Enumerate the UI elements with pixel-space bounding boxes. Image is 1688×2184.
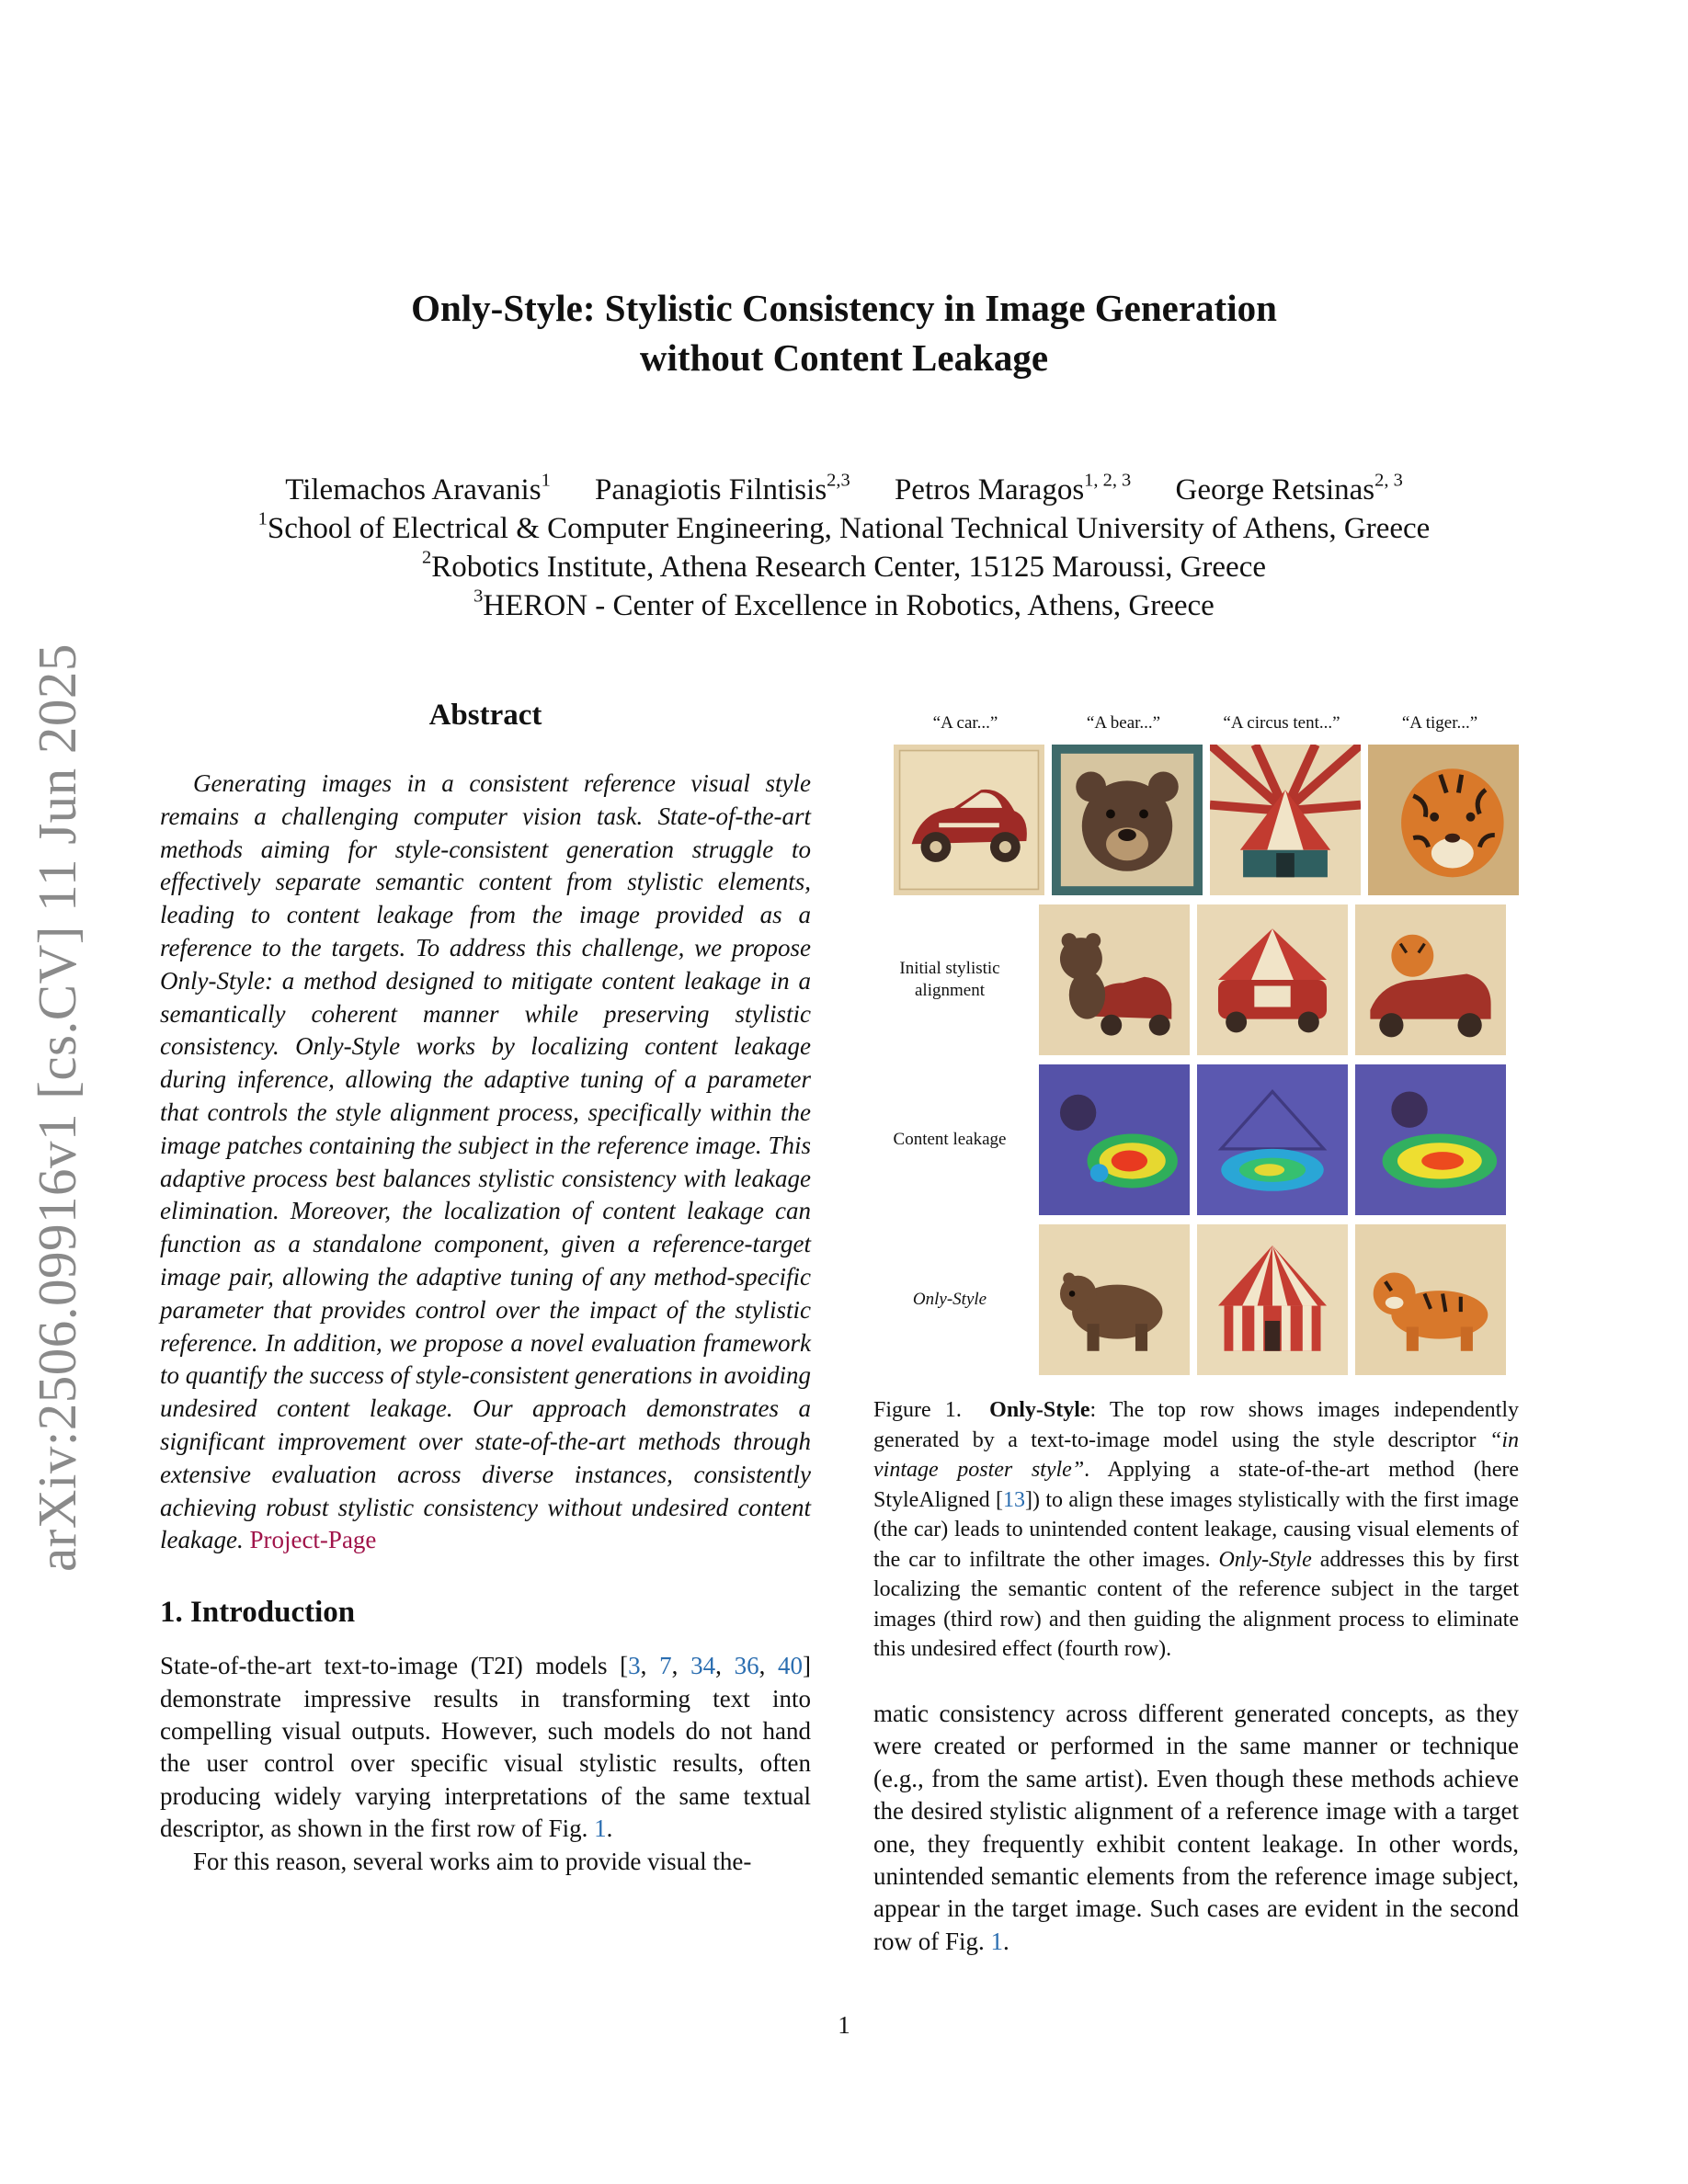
figure-caption: Figure 1. Only-Style: The top row shows images independently generated by a text-to-image model using the style descriptor “in vintage poster style”. Applying a state-of-the-art method (here StyleAligned [13]) to align these images stylistically with the first image (the car) leads to unintended content leakage, causing visual elements of the car to infiltrate the other images. Only-Style addresses this by first localizing the semantic content of the reference subject in the target images (third row) and then guiding the alignment process to eliminate this undesired effect (fourth row). xyxy=(873,1398,1520,1661)
prompt-label: “A tiger...” xyxy=(1401,713,1478,733)
author: Tilemachos Aravanis$^1$ xyxy=(285,470,551,506)
author: George Retsinas$^{2, 3}$ xyxy=(1175,470,1403,506)
affiliation: $^3$HERON - Center of Excellence in Robotics, Athens, Greece xyxy=(473,586,1215,622)
row-label: Content leakage xyxy=(893,1130,1007,1149)
figure-reference-link[interactable]: 1 xyxy=(990,1927,1003,1955)
introduction-paragraph: For this reason, several works aim to provide visual the- xyxy=(193,1847,752,1875)
citation-link[interactable]: 13 xyxy=(1003,1487,1025,1512)
authors-block xyxy=(0,471,1688,625)
affiliation: $^1$School of Electrical & Computer Engineering, National Technical University of Athens, Greece xyxy=(257,508,1431,545)
introduction-paragraph-continued: matic consistency across different generated concepts, as they were created or performed in the same manner or technique (e.g., from the same artist). Even though these methods achieve the desired stylistic alignment of a reference image with a target one, they frequently exhibit content leakage. In other words, unintended semantic elements from the reference image subject, appear in the target image. Such cases are evident in the second row of Fig. 1. xyxy=(873,1700,1519,1955)
title-line-2: without Content Leakage xyxy=(639,336,1049,379)
figure-row-initial-alignment xyxy=(873,901,1519,1059)
prompt-label: “A circus tent...” xyxy=(1223,713,1340,733)
prompt-row xyxy=(873,713,1519,734)
author: Petros Maragos$^{1, 2, 3}$ xyxy=(894,470,1132,506)
circus-tent-image xyxy=(1210,745,1361,895)
row-label: Only-Style xyxy=(912,1290,987,1309)
paper-title xyxy=(0,283,1688,382)
tiger-leakage-image xyxy=(1355,904,1506,1055)
left-column xyxy=(160,699,811,1878)
row-label: Initial stylistic alignment xyxy=(899,959,1000,1000)
abstract-text: Generating images in a consistent reference visual style remains a challenging computer vision task. State-of-the-art methods aiming for style-consistent generation struggle to effectively separate semantic content from stylistic elements, leading to content leakage from the image provided as a reference to the targets. To address this challenge, we propose Only-Style: a method designed to mitigate content leakage in a semantically coherent manner while preserving stylistic consistency. Only-Style works by localizing content leakage during inference, allowing the adaptive tuning of a parameter that controls the style alignment process, specifically within the image patches containing the subject in the reference image. This adaptive process best balances stylistic consistency with leakage elimination. Moreover, the localization of content leakage can function as a standalone component, given a reference-target image pair, allowing the adaptive tuning of any method-specific parameter that provides control over the impact of the stylistic reference. In addition, we propose a novel evaluation framework to quantify the success of style-consistent generations in avoiding undesired content leakage. Our approach demonstrates a significant improvement over state-of-the-art methods through extensive evaluation across diverse instances, consistently achieving robust stylistic consistency without undesired content leakage. Project-Page xyxy=(160,769,811,1554)
citation-link[interactable]: 34 xyxy=(690,1652,716,1680)
prompt-label: “A car...” xyxy=(932,713,998,733)
bear-image xyxy=(1052,745,1203,895)
car-image xyxy=(894,745,1044,895)
affiliation: $^2$Robotics Institute, Athena Research Center, 15125 Maroussi, Greece xyxy=(422,547,1266,584)
prompt-label: “A bear...” xyxy=(1086,713,1161,733)
tent-result-image xyxy=(1197,1224,1348,1375)
arxiv-identifier-stamp: arXiv:2506.09916v1 [cs.CV] 11 Jun 2025 xyxy=(27,643,87,1572)
citation-link[interactable]: 40 xyxy=(778,1652,804,1680)
figure-row-only-style xyxy=(873,1221,1519,1379)
bear-heatmap-image xyxy=(1039,1064,1190,1215)
figure-row-content-leakage xyxy=(873,1061,1519,1219)
introduction-paragraph: State-of-the-art text-to-image (T2I) models [3, 7, 34, 36, 40] demonstrate impressive results in transforming text into compelling visual outputs. However, such models do not hand the user control over specific visual stylistic results, often producing widely varying interpretations of the same textual descriptor, as shown in the first row of Fig. 1. xyxy=(160,1652,812,1843)
abstract-heading: Abstract xyxy=(428,699,542,732)
bear-result-image xyxy=(1039,1224,1190,1375)
title-line-1: Only-Style: Stylistic Consistency in Image Generation xyxy=(411,287,1277,329)
citation-link[interactable]: 3 xyxy=(628,1652,641,1680)
tiger-heatmap-image xyxy=(1355,1064,1506,1215)
tiger-image xyxy=(1368,745,1519,895)
project-page-link[interactable]: Project-Page xyxy=(249,1526,377,1554)
introduction-heading: 1. Introduction xyxy=(160,1596,356,1630)
tent-leakage-image xyxy=(1197,904,1348,1055)
figure-row-generated xyxy=(873,741,1519,899)
figure-1 xyxy=(873,713,1519,1665)
citation-link[interactable]: 36 xyxy=(734,1652,759,1680)
page-number: 1 xyxy=(838,2011,850,2039)
author-list xyxy=(0,471,1688,509)
tiger-result-image xyxy=(1355,1224,1506,1375)
tent-heatmap-image xyxy=(1197,1064,1348,1215)
bear-leakage-image xyxy=(1039,904,1190,1055)
right-column-text xyxy=(873,1698,1519,1958)
author: Panagiotis Filntisis$^{2,3}$ xyxy=(595,470,850,506)
citation-link[interactable]: 7 xyxy=(659,1652,672,1680)
figure-reference-link[interactable]: 1 xyxy=(594,1814,607,1843)
